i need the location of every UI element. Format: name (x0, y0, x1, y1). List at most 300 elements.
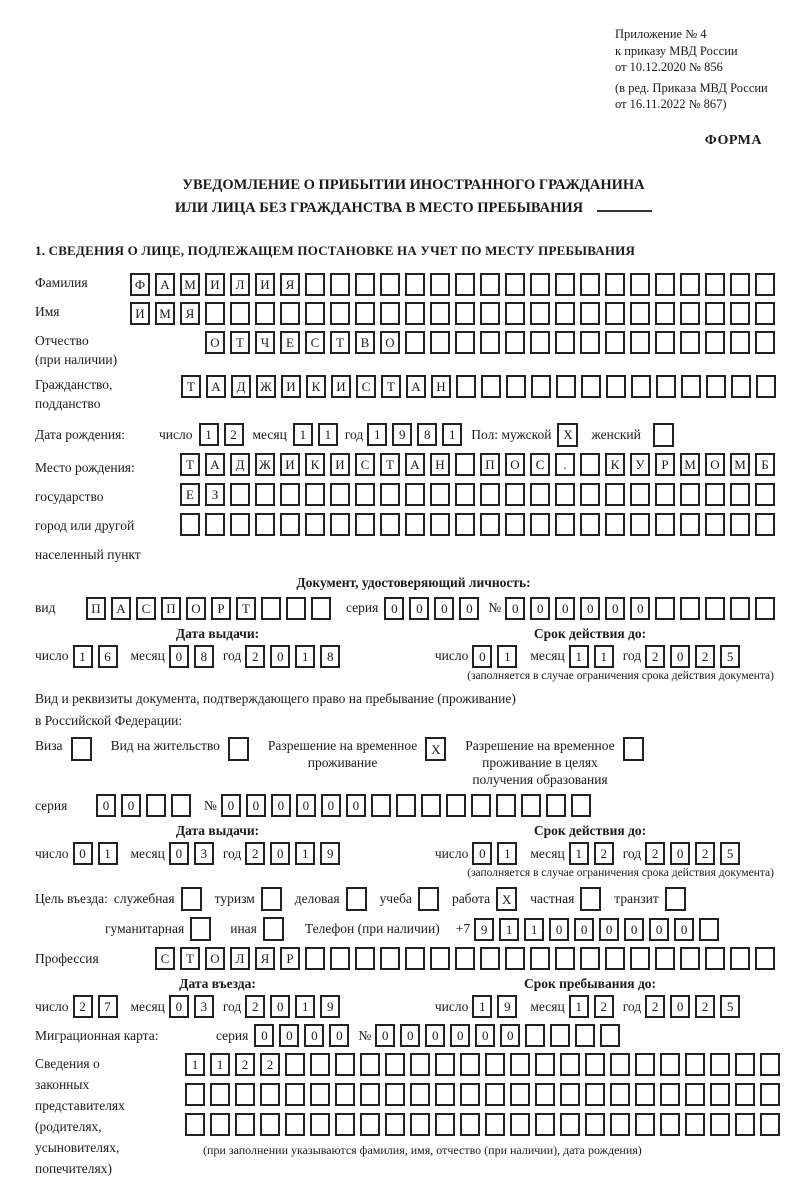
char-box[interactable]: 5 (720, 995, 740, 1018)
char-box[interactable] (580, 331, 600, 354)
char-box[interactable] (360, 1053, 380, 1076)
char-box[interactable]: 0 (580, 597, 600, 620)
char-box[interactable] (505, 513, 525, 536)
char-box[interactable]: 2 (645, 645, 665, 668)
char-box[interactable] (635, 1113, 655, 1136)
char-box[interactable] (210, 1113, 230, 1136)
char-box[interactable] (560, 1083, 580, 1106)
char-box[interactable] (455, 302, 475, 325)
char-box[interactable] (575, 1024, 595, 1047)
char-box[interactable] (681, 375, 701, 398)
char-box[interactable] (355, 273, 375, 296)
char-box[interactable]: 2 (695, 842, 715, 865)
char-box[interactable] (505, 273, 525, 296)
char-box[interactable] (605, 483, 625, 506)
char-box[interactable] (610, 1113, 630, 1136)
char-box[interactable] (410, 1083, 430, 1106)
char-box[interactable] (185, 1083, 205, 1106)
char-box[interactable] (510, 1113, 530, 1136)
char-box[interactable]: 1 (524, 918, 544, 941)
char-box[interactable]: 1 (569, 645, 589, 668)
char-box[interactable] (710, 1083, 730, 1106)
char-box[interactable]: 9 (392, 423, 412, 446)
char-box[interactable] (685, 1053, 705, 1076)
char-box[interactable] (430, 302, 450, 325)
char-box[interactable]: 1 (569, 842, 589, 865)
char-box[interactable] (530, 302, 550, 325)
char-box[interactable] (505, 302, 525, 325)
char-box[interactable]: 0 (169, 995, 189, 1018)
char-box[interactable] (405, 483, 425, 506)
char-box[interactable]: 0 (321, 794, 341, 817)
char-box[interactable] (480, 302, 500, 325)
char-box[interactable] (571, 794, 591, 817)
char-box[interactable] (555, 483, 575, 506)
checkbox-cell[interactable] (653, 423, 674, 447)
char-box[interactable] (480, 947, 500, 970)
char-box[interactable] (655, 513, 675, 536)
char-box[interactable]: Я (255, 947, 275, 970)
char-box[interactable] (311, 597, 331, 620)
char-box[interactable]: С (356, 375, 376, 398)
char-box[interactable] (330, 947, 350, 970)
char-box[interactable] (355, 302, 375, 325)
char-box[interactable] (305, 513, 325, 536)
char-box[interactable]: 0 (459, 597, 479, 620)
char-box[interactable]: 0 (574, 918, 594, 941)
char-box[interactable]: 0 (169, 842, 189, 865)
char-box[interactable] (630, 947, 650, 970)
char-box[interactable]: 0 (73, 842, 93, 865)
char-box[interactable] (360, 1083, 380, 1106)
char-box[interactable] (430, 947, 450, 970)
char-box[interactable] (531, 375, 551, 398)
char-box[interactable] (680, 513, 700, 536)
char-box[interactable]: И (255, 273, 275, 296)
char-box[interactable] (255, 513, 275, 536)
char-box[interactable] (760, 1113, 780, 1136)
char-box[interactable]: П (86, 597, 106, 620)
char-box[interactable]: 0 (670, 842, 690, 865)
char-box[interactable] (705, 597, 725, 620)
char-box[interactable] (655, 483, 675, 506)
char-box[interactable] (285, 1053, 305, 1076)
char-box[interactable] (455, 273, 475, 296)
char-box[interactable]: 0 (500, 1024, 520, 1047)
char-box[interactable] (385, 1113, 405, 1136)
char-box[interactable] (310, 1083, 330, 1106)
char-box[interactable]: С (136, 597, 156, 620)
char-box[interactable] (330, 273, 350, 296)
char-box[interactable] (760, 1053, 780, 1076)
char-box[interactable] (730, 513, 750, 536)
char-box[interactable]: 1 (594, 645, 614, 668)
char-box[interactable] (580, 453, 600, 476)
char-box[interactable]: Т (180, 947, 200, 970)
char-box[interactable] (530, 273, 550, 296)
char-box[interactable] (546, 794, 566, 817)
char-box[interactable] (585, 1053, 605, 1076)
char-box[interactable]: И (281, 375, 301, 398)
char-box[interactable]: Л (230, 273, 250, 296)
char-box[interactable] (535, 1113, 555, 1136)
char-box[interactable] (755, 273, 775, 296)
char-box[interactable] (410, 1113, 430, 1136)
char-box[interactable] (735, 1083, 755, 1106)
char-box[interactable] (680, 302, 700, 325)
char-box[interactable]: Т (381, 375, 401, 398)
char-box[interactable]: О (505, 453, 525, 476)
char-box[interactable]: Н (430, 453, 450, 476)
char-box[interactable] (630, 483, 650, 506)
char-box[interactable]: 1 (199, 423, 219, 446)
char-box[interactable]: Ж (255, 453, 275, 476)
char-box[interactable]: 0 (400, 1024, 420, 1047)
char-box[interactable]: 2 (594, 995, 614, 1018)
char-box[interactable] (656, 375, 676, 398)
char-box[interactable]: 1 (185, 1053, 205, 1076)
char-box[interactable] (235, 1083, 255, 1106)
char-box[interactable] (421, 794, 441, 817)
char-box[interactable]: 0 (674, 918, 694, 941)
char-box[interactable] (480, 273, 500, 296)
char-box[interactable]: 8 (320, 645, 340, 668)
char-box[interactable]: 0 (555, 597, 575, 620)
char-box[interactable] (385, 1053, 405, 1076)
char-box[interactable] (699, 918, 719, 941)
char-box[interactable] (330, 483, 350, 506)
char-box[interactable] (410, 1053, 430, 1076)
char-box[interactable] (455, 947, 475, 970)
char-box[interactable]: 0 (279, 1024, 299, 1047)
char-box[interactable]: 2 (235, 1053, 255, 1076)
char-box[interactable] (580, 513, 600, 536)
char-box[interactable] (605, 947, 625, 970)
checkbox-cell[interactable] (665, 887, 686, 911)
char-box[interactable] (405, 947, 425, 970)
char-box[interactable]: И (331, 375, 351, 398)
char-box[interactable]: 2 (645, 995, 665, 1018)
char-box[interactable]: 1 (497, 645, 517, 668)
char-box[interactable] (506, 375, 526, 398)
char-box[interactable] (305, 302, 325, 325)
char-box[interactable]: А (206, 375, 226, 398)
checkbox-cell[interactable] (190, 917, 211, 941)
char-box[interactable] (396, 794, 416, 817)
char-box[interactable]: П (480, 453, 500, 476)
char-box[interactable] (355, 947, 375, 970)
char-box[interactable] (435, 1053, 455, 1076)
char-box[interactable]: 0 (624, 918, 644, 941)
char-box[interactable] (380, 273, 400, 296)
char-box[interactable] (455, 453, 475, 476)
char-box[interactable] (655, 273, 675, 296)
char-box[interactable] (635, 1053, 655, 1076)
char-box[interactable] (380, 513, 400, 536)
char-box[interactable]: 8 (194, 645, 214, 668)
char-box[interactable] (630, 273, 650, 296)
char-box[interactable] (255, 302, 275, 325)
checkbox-cell[interactable]: X (557, 423, 578, 447)
char-box[interactable] (310, 1053, 330, 1076)
char-box[interactable]: 2 (73, 995, 93, 1018)
char-box[interactable]: 5 (720, 842, 740, 865)
char-box[interactable]: М (180, 273, 200, 296)
char-box[interactable]: 0 (630, 597, 650, 620)
char-box[interactable]: Е (180, 483, 200, 506)
char-box[interactable] (280, 483, 300, 506)
checkbox-cell[interactable] (580, 887, 601, 911)
char-box[interactable]: Т (330, 331, 350, 354)
char-box[interactable]: 0 (384, 597, 404, 620)
char-box[interactable]: М (155, 302, 175, 325)
char-box[interactable]: Р (280, 947, 300, 970)
char-box[interactable]: 5 (720, 645, 740, 668)
char-box[interactable] (305, 483, 325, 506)
char-box[interactable]: 0 (450, 1024, 470, 1047)
char-box[interactable] (455, 513, 475, 536)
char-box[interactable]: Н (431, 375, 451, 398)
char-box[interactable] (230, 483, 250, 506)
char-box[interactable] (755, 597, 775, 620)
char-box[interactable] (655, 302, 675, 325)
char-box[interactable]: Я (180, 302, 200, 325)
char-box[interactable] (705, 483, 725, 506)
char-box[interactable]: 9 (474, 918, 494, 941)
char-box[interactable] (521, 794, 541, 817)
char-box[interactable] (505, 331, 525, 354)
char-box[interactable]: 3 (194, 995, 214, 1018)
char-box[interactable] (480, 331, 500, 354)
char-box[interactable]: 8 (417, 423, 437, 446)
char-box[interactable] (455, 483, 475, 506)
char-box[interactable]: 2 (594, 842, 614, 865)
char-box[interactable] (605, 513, 625, 536)
char-box[interactable]: 1 (293, 423, 313, 446)
char-box[interactable] (735, 1113, 755, 1136)
checkbox-cell[interactable] (181, 887, 202, 911)
char-box[interactable] (606, 375, 626, 398)
char-box[interactable] (585, 1083, 605, 1106)
checkbox-cell[interactable] (346, 887, 367, 911)
char-box[interactable]: 1 (210, 1053, 230, 1076)
char-box[interactable]: 0 (599, 918, 619, 941)
char-box[interactable] (680, 947, 700, 970)
char-box[interactable]: С (530, 453, 550, 476)
char-box[interactable]: С (155, 947, 175, 970)
char-box[interactable] (730, 273, 750, 296)
char-box[interactable] (260, 1113, 280, 1136)
char-box[interactable] (205, 513, 225, 536)
char-box[interactable] (280, 513, 300, 536)
char-box[interactable]: 2 (245, 995, 265, 1018)
char-box[interactable]: С (355, 453, 375, 476)
char-box[interactable]: А (406, 375, 426, 398)
checkbox-cell[interactable] (418, 887, 439, 911)
char-box[interactable] (680, 483, 700, 506)
char-box[interactable] (280, 302, 300, 325)
char-box[interactable] (555, 302, 575, 325)
char-box[interactable] (610, 1053, 630, 1076)
char-box[interactable]: 3 (194, 842, 214, 865)
checkbox-cell[interactable]: X (496, 887, 517, 911)
char-box[interactable]: Ф (130, 273, 150, 296)
char-box[interactable] (705, 947, 725, 970)
checkbox-cell[interactable] (261, 887, 282, 911)
char-box[interactable] (705, 273, 725, 296)
char-box[interactable]: О (205, 947, 225, 970)
char-box[interactable] (605, 331, 625, 354)
char-box[interactable] (605, 302, 625, 325)
char-box[interactable] (455, 331, 475, 354)
char-box[interactable] (371, 794, 391, 817)
char-box[interactable] (335, 1113, 355, 1136)
char-box[interactable] (505, 483, 525, 506)
char-box[interactable] (730, 597, 750, 620)
char-box[interactable]: 0 (605, 597, 625, 620)
char-box[interactable] (530, 331, 550, 354)
checkbox-cell[interactable] (623, 737, 644, 761)
char-box[interactable]: 1 (295, 842, 315, 865)
char-box[interactable]: Я (280, 273, 300, 296)
char-box[interactable]: 1 (442, 423, 462, 446)
char-box[interactable]: М (680, 453, 700, 476)
char-box[interactable] (685, 1113, 705, 1136)
char-box[interactable]: 0 (254, 1024, 274, 1047)
char-box[interactable]: 1 (472, 995, 492, 1018)
char-box[interactable] (556, 375, 576, 398)
char-box[interactable] (710, 1053, 730, 1076)
char-box[interactable]: К (305, 453, 325, 476)
char-box[interactable]: К (306, 375, 326, 398)
char-box[interactable]: А (155, 273, 175, 296)
char-box[interactable] (755, 947, 775, 970)
char-box[interactable] (730, 947, 750, 970)
char-box[interactable] (435, 1113, 455, 1136)
char-box[interactable]: 0 (271, 794, 291, 817)
checkbox-cell[interactable] (71, 737, 92, 761)
char-box[interactable]: И (205, 273, 225, 296)
char-box[interactable] (210, 1083, 230, 1106)
char-box[interactable] (510, 1083, 530, 1106)
char-box[interactable]: 0 (246, 794, 266, 817)
char-box[interactable] (481, 375, 501, 398)
char-box[interactable] (630, 331, 650, 354)
char-box[interactable]: А (205, 453, 225, 476)
char-box[interactable]: В (355, 331, 375, 354)
char-box[interactable]: Р (211, 597, 231, 620)
char-box[interactable] (330, 302, 350, 325)
char-box[interactable] (235, 1113, 255, 1136)
char-box[interactable]: 0 (475, 1024, 495, 1047)
checkbox-cell[interactable]: X (425, 737, 446, 761)
char-box[interactable] (660, 1113, 680, 1136)
char-box[interactable] (705, 331, 725, 354)
char-box[interactable] (230, 302, 250, 325)
char-box[interactable]: Д (231, 375, 251, 398)
char-box[interactable] (580, 273, 600, 296)
char-box[interactable] (680, 597, 700, 620)
char-box[interactable]: 0 (549, 918, 569, 941)
char-box[interactable]: 0 (670, 995, 690, 1018)
char-box[interactable] (580, 947, 600, 970)
char-box[interactable] (360, 1113, 380, 1136)
char-box[interactable] (286, 597, 306, 620)
char-box[interactable] (171, 794, 191, 817)
char-box[interactable] (555, 947, 575, 970)
char-box[interactable]: У (630, 453, 650, 476)
char-box[interactable] (660, 1083, 680, 1106)
char-box[interactable] (755, 331, 775, 354)
char-box[interactable] (510, 1053, 530, 1076)
char-box[interactable] (305, 273, 325, 296)
char-box[interactable] (380, 302, 400, 325)
char-box[interactable]: 2 (695, 645, 715, 668)
char-box[interactable] (560, 1053, 580, 1076)
char-box[interactable]: 9 (320, 995, 340, 1018)
char-box[interactable]: 1 (295, 645, 315, 668)
char-box[interactable]: 1 (499, 918, 519, 941)
char-box[interactable]: Т (181, 375, 201, 398)
char-box[interactable] (485, 1053, 505, 1076)
char-box[interactable] (680, 331, 700, 354)
char-box[interactable]: 0 (472, 645, 492, 668)
char-box[interactable] (480, 513, 500, 536)
char-box[interactable]: А (111, 597, 131, 620)
char-box[interactable] (530, 513, 550, 536)
char-box[interactable]: 0 (425, 1024, 445, 1047)
char-box[interactable] (581, 375, 601, 398)
char-box[interactable]: А (405, 453, 425, 476)
char-box[interactable] (530, 483, 550, 506)
char-box[interactable] (560, 1113, 580, 1136)
char-box[interactable] (755, 513, 775, 536)
char-box[interactable] (535, 1053, 555, 1076)
char-box[interactable]: 0 (375, 1024, 395, 1047)
char-box[interactable] (655, 331, 675, 354)
char-box[interactable]: Б (755, 453, 775, 476)
char-box[interactable]: 2 (695, 995, 715, 1018)
char-box[interactable]: М (730, 453, 750, 476)
char-box[interactable] (605, 273, 625, 296)
char-box[interactable] (580, 302, 600, 325)
char-box[interactable] (505, 947, 525, 970)
char-box[interactable]: 1 (73, 645, 93, 668)
char-box[interactable] (380, 483, 400, 506)
char-box[interactable] (730, 331, 750, 354)
char-box[interactable]: 0 (670, 645, 690, 668)
char-box[interactable] (446, 794, 466, 817)
char-box[interactable]: И (280, 453, 300, 476)
char-box[interactable] (180, 513, 200, 536)
char-box[interactable]: 0 (649, 918, 669, 941)
char-box[interactable] (405, 273, 425, 296)
char-box[interactable] (480, 483, 500, 506)
char-box[interactable] (405, 302, 425, 325)
char-box[interactable] (430, 513, 450, 536)
char-box[interactable] (730, 483, 750, 506)
char-box[interactable] (630, 302, 650, 325)
char-box[interactable]: 0 (121, 794, 141, 817)
char-box[interactable]: О (705, 453, 725, 476)
char-box[interactable]: Е (280, 331, 300, 354)
char-box[interactable]: 2 (245, 645, 265, 668)
checkbox-cell[interactable] (263, 917, 284, 941)
char-box[interactable] (555, 513, 575, 536)
char-box[interactable] (385, 1083, 405, 1106)
char-box[interactable] (535, 1083, 555, 1106)
char-box[interactable] (285, 1113, 305, 1136)
